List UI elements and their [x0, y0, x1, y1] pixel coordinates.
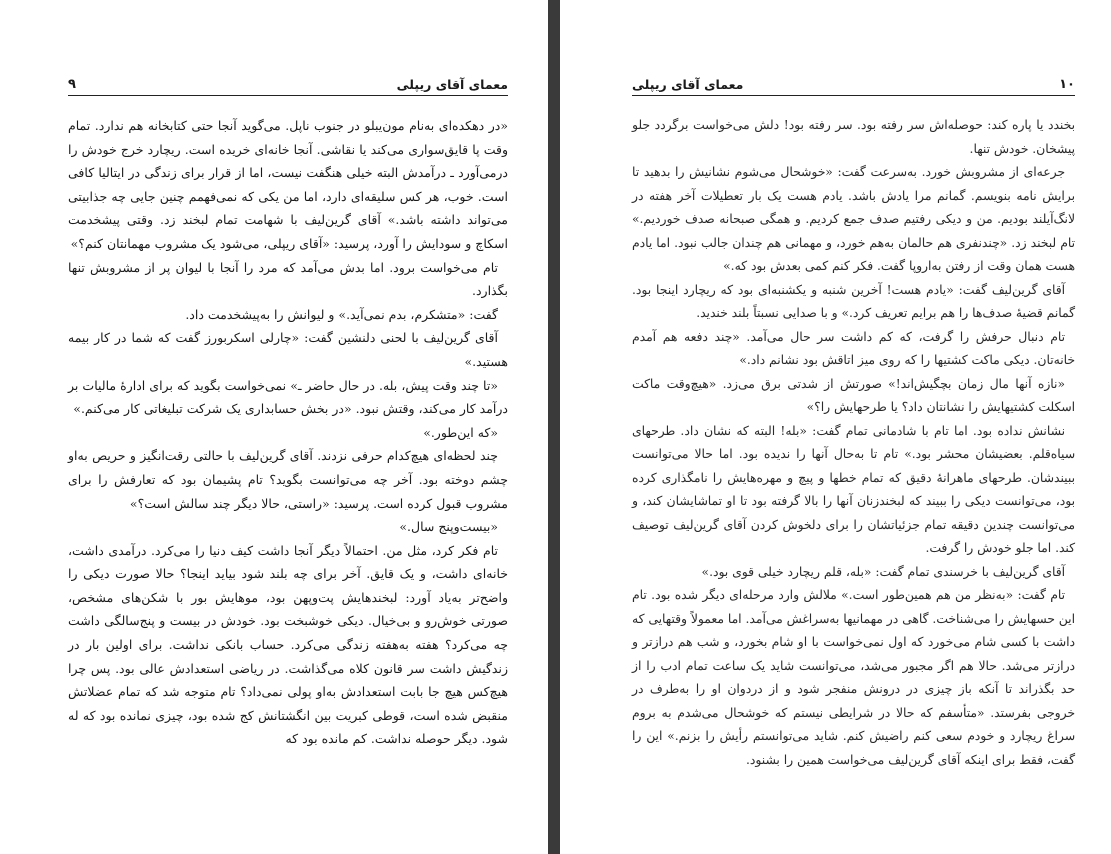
- right-page: [560, 0, 1111, 854]
- paragraph: جرعه‌ای از مشروبش خورد. به‌سرعت گفت: «خوشحال می‌شوم نشانیش را بدهید تا برایش نامه بنویسم. گمانم مرا یادش باشد. یادم هست یک بار تعطیلات آخر هفته در لانگ‌آیلند بودیم. من و دیکی رفتیم صدف جمع کردیم. و همگی صبحانه صدف خوردیم.» تام لبخند زد. «چندنفری هم حالمان به‌هم خورد، و مهمانی هم چندان جالب نبود. اما یادم هست همان وقت از رفتن به‌اروپا گفت. فکر کنم کمی بعدش بود که.»: [632, 165, 1075, 273]
- left-body-text: [68, 114, 508, 751]
- paragraph: چند لحظه‌ای هیچ‌کدام حرفی نزدند. آقای گرین‌لیف با حالتی رقت‌انگیز و حریص به‌او چشم دوخته بود. آخر چه می‌توانست بگوید؟ تام پشیمان بود که تعارفش را برای مشروب قبول کرده است. پرسید: «راستی، حالا دیگر چند سالش است؟»: [68, 448, 508, 511]
- paragraph: «تا چند وقت پیش، بله. در حال حاضر ـ» نمی‌خواست بگوید که برای ادارهٔ مالیات بر درآمد کار می‌کند، وقتش نبود. «در بخش حسابداری یک شرکت تبلیغاتی کار می‌کنم.»: [68, 377, 508, 417]
- paragraph: «که این‌طور.»: [423, 424, 498, 440]
- paragraph: تام می‌خواست برود. اما بدش می‌آمد که مرد را آنجا با لیوان پر از مشروبش تنها بگذارد.: [68, 259, 508, 299]
- paragraph: بخندد یا پاره کند: حوصله‌اش سر رفته بود. سر رفته بود! دلش می‌خواست برگردد جلو پیشخان. خودش تنها.: [632, 118, 1075, 156]
- right-running-title: معمای آقای ریپلی: [632, 77, 744, 92]
- right-page-header: [632, 74, 1075, 96]
- right-page-number: ۱۰: [1059, 77, 1075, 92]
- paragraph: آقای گرین‌لیف گفت: «یادم هست! آخرین شنبه و یکشنبه‌ای بود که ریچارد اینجا بود. گمانم قضیهٔ صدف‌ها را هم برایم تعریف کرد.» و با صدایی نسبتاً بلند خندید.: [632, 282, 1075, 320]
- paragraph: گفت: «متشکرم، بدم نمی‌آید.» و لیوانش را به‌پیشخدمت داد.: [185, 306, 498, 322]
- paragraph: تام گفت: «به‌نظر من هم همین‌طور است.» ملالش وارد مرحله‌ای دیگر شده بود. تام این حسهایش را می‌شناخت. گاهی در مهمانیها به‌سراغش می‌آمد. اما معمولاً وقتهایی که داشت با کسی شام می‌خورد که اول نمی‌خواست با او شام بخورد، و شب هم درازتر و درازتر می‌شد. حالا هم اگر مجبور می‌شد، می‌توانست شاید یک ساعت تمام ادب را از حد بگذراند تا آنکه باز چیزی در درونش منفجر شود و از دردوان او را به‌طرف در خروجی بفرستد. «متأسفم که حالا در شرایطی نیستم که خوشحال می‌شدم به بروم سراغ ریچارد و خودم سعی کنم راضیش کنم. شاید می‌توانستم رأیش را بزنم.» این را گفت، فقط برای اینکه آقای گرین‌لیف می‌خواست همین را بشنود.: [632, 588, 1075, 767]
- left-page-number: ۹: [68, 77, 76, 92]
- left-running-title: معمای آقای ریپلی: [396, 77, 508, 92]
- paragraph: تام دنبال حرفش را گرفت، که کم داشت سر حال می‌آمد. «چند دفعه هم آمدم خانه‌تان. دیکی ماکت کشتیها را که روی میز اتاقش بود نشانم داد.»: [632, 329, 1075, 367]
- right-body-text: [632, 114, 1075, 772]
- book-spine: [548, 0, 560, 854]
- paragraph: نشانش نداده بود. اما تام با شادمانی تمام گفت: «بله! البته که نشان داد. طرحهای سیاه‌قلم. بعضیشان محشر بود.» تام تا به‌حال آنها را ندیده بود. اما حالا می‌توانست ببیندشان. طرحهای ماهرانهٔ دقیق که تمام خطها و پیچ و مهره‌هایش را نامگذاری کرده بود، می‌توانست دیکی را ببیند که لبخندزنان آنها را بالا گرفته بود تا او تماشایشان کند، و می‌توانست چندین دقیقه تمام جزئیاتشان را برای دلخوش کردن آقای گرین‌لیف توصیف کند. اما جلو خودش را گرفت.: [632, 423, 1075, 555]
- paragraph: «نازه آنها مال زمان بچگیش‌اند!» صورتش از شدتی برق می‌زد. «هیچ‌وقت ماکت اسکلت کشتیهایش را نشانتان داد؟ یا طرحهایش را؟»: [632, 376, 1075, 414]
- paragraph: تام فکر کرد، مثل من. احتمالاً دیگر آنجا داشت کیف دنیا را می‌کرد. درآمدی داشت، خانه‌ای داشت، و یک قایق. آخر برای چه بلند شود بیاید اینجا؟ حالا صورت دیکی را واضح‌تر به‌یاد آورد: لبخندهایش پت‌وپهن بود، موهایش بور با شکن‌های مشخص، صورتی خوش‌رو و بی‌خیال. دیکی خوشبخت بود. خودش در بیست و پنج‌سالگی داشت چه می‌کرد؟ هفته به‌هفته زندگی می‌کرد. حساب بانکی نداشت. برای اولین بار در زندگیش داشت سر قانون کلاه می‌گذاشت. در ریاضی استعدادش عالی بود. پس چرا هیچ‌کس هیچ جا بابت استعدادش به‌او پولی نمی‌داد؟ تام متوجه شد که تمام عضلاتش منقبض شده است، قوطی کبریت بین انگشتانش کج شده بود، چیزی نمانده بود که له شود. دیگر حوصله نداشت. کم مانده بود که: [68, 542, 509, 747]
- paragraph: آقای گرین‌لیف با لحنی دلنشین گفت: «چارلی اسکربورز گفت که شما در کار بیمه هستید.»: [68, 330, 508, 369]
- paragraph: «در دهکده‌ای به‌نام مون‌یبلو در جنوب ناپل. می‌گوید آنجا حتی کتابخانه هم ندارد. تمام وقت پا قایق‌سواری می‌کند یا نقاشی. آنجا خانه‌ای خریده است. ریچارد خرج خودش را درمی‌آورد ـ درآمدش البته خیلی هنگفت نیست، اما از قرار برای زندگی در ایتالیا کافی است. خوب، هر کس سلیقه‌ای دارد، اما من یکی که نمی‌فهمم چنین جایی چه جذابیتی می‌تواند داشته باشد.» آقای گرین‌لیف با شهامت تمام لبخند زد. وقتی پیشخدمت اسکاچ و سودایش را آورد، پرسید: «آقای ریپلی، می‌شود یک مشروب مهمانتان کنم؟»: [68, 118, 508, 251]
- paragraph: «بیست‌وپنج سال.»: [399, 519, 498, 535]
- left-page-header: [68, 74, 508, 96]
- paragraph: آقای گرین‌لیف با خرسندی تمام گفت: «بله، قلم ریچارد خیلی قوی بود.»: [701, 564, 1065, 579]
- left-page: [0, 0, 548, 854]
